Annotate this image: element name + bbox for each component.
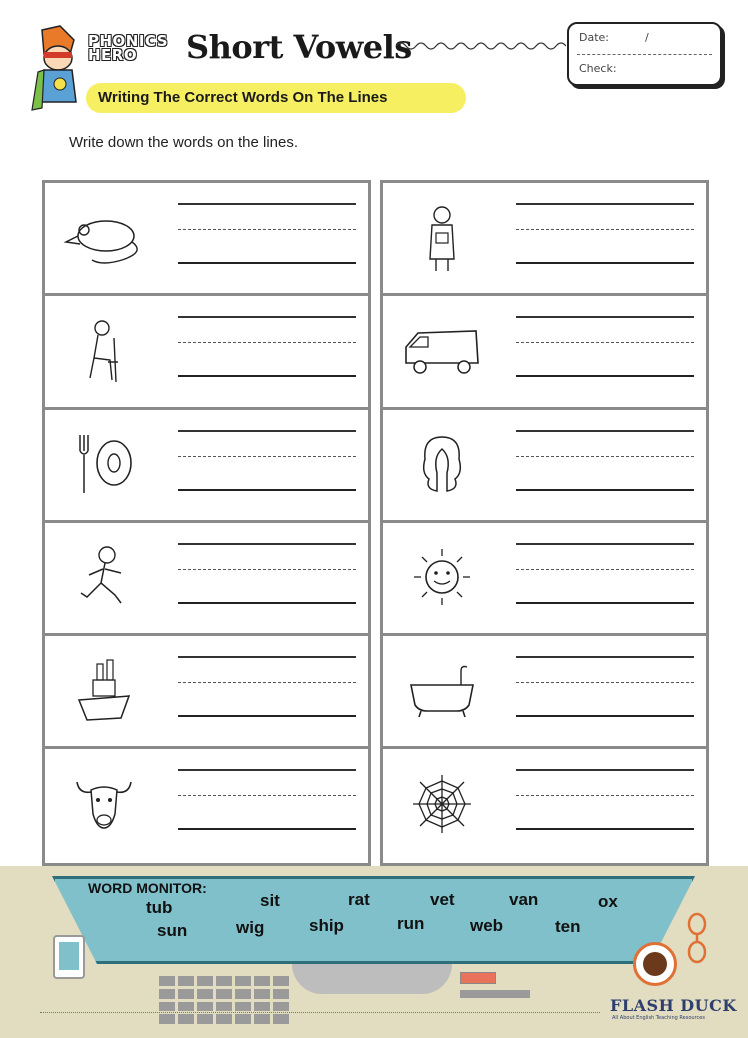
worksheet-row — [383, 636, 706, 749]
wig-icon — [397, 422, 487, 507]
vet-icon — [397, 195, 487, 280]
writing-lines[interactable] — [516, 316, 694, 377]
dotted-divider — [40, 1012, 600, 1013]
ox-icon — [59, 761, 149, 846]
word-bank-item: web — [470, 916, 504, 935]
word-bank-item: van — [509, 890, 539, 909]
writing-lines[interactable] — [516, 769, 694, 830]
writing-lines[interactable] — [178, 656, 356, 717]
word-bank-item: tub — [146, 898, 173, 917]
sit-icon — [59, 308, 149, 393]
glasses-icon — [686, 912, 708, 966]
run-icon — [59, 535, 149, 620]
donut-plate-icon — [59, 422, 149, 507]
word-bank-item: wig — [236, 918, 265, 937]
monitor-stand — [292, 964, 452, 994]
writing-lines[interactable] — [516, 656, 694, 717]
word-monitor-label: WORD MONITOR: — [88, 880, 207, 896]
worksheet-row — [383, 749, 706, 862]
worksheet-row — [45, 410, 368, 523]
flashduck-logo: FLASH DUCK — [610, 996, 737, 1015]
worksheet-row — [45, 183, 368, 296]
word-bank-item: rat — [348, 890, 370, 909]
date-label: Date: — [579, 31, 609, 44]
writing-lines[interactable] — [516, 430, 694, 491]
writing-lines[interactable] — [516, 203, 694, 264]
ship-icon — [59, 648, 149, 733]
date-check-box — [567, 22, 722, 86]
instruction-text: Write down the words on the lines. — [69, 134, 299, 151]
word-bank-item: ox — [598, 892, 618, 911]
worksheet-row — [383, 183, 706, 296]
keyboard-icon — [157, 974, 291, 1026]
writing-lines[interactable] — [178, 769, 356, 830]
phonics-hero-mascot-icon — [30, 24, 86, 114]
phonics-hero-logo: PHONICS HERO — [88, 32, 169, 64]
page-title: Short Vowels — [186, 28, 412, 66]
writing-lines[interactable] — [178, 203, 356, 264]
van-icon — [397, 308, 487, 393]
worksheet-row — [45, 749, 368, 862]
web-icon — [397, 761, 487, 846]
worksheet-column-left — [42, 180, 371, 866]
worksheet-column-right — [380, 180, 709, 866]
check-label: Check: — [579, 62, 617, 75]
worksheet-row — [383, 296, 706, 409]
writing-lines[interactable] — [178, 430, 356, 491]
rat-icon — [59, 195, 149, 280]
word-bank-item: ship — [309, 916, 344, 935]
tablet-icon — [53, 935, 85, 979]
writing-lines[interactable] — [178, 543, 356, 604]
word-bank-item: run — [397, 914, 425, 933]
worksheet-row — [45, 523, 368, 636]
worksheet-row — [45, 636, 368, 749]
writing-lines[interactable] — [516, 543, 694, 604]
worksheet-row — [383, 523, 706, 636]
word-bank-item: sit — [260, 891, 280, 910]
worksheet-row — [383, 410, 706, 523]
date-separator: / — [645, 31, 649, 44]
word-bank-item: ten — [555, 917, 581, 936]
squiggle-divider — [396, 40, 566, 52]
coffee-cup-icon — [633, 942, 677, 986]
date-divider — [577, 54, 712, 55]
eraser-icon — [460, 972, 496, 984]
subtitle-banner — [86, 83, 466, 113]
writing-lines[interactable] — [178, 316, 356, 377]
sun-icon — [397, 535, 487, 620]
word-bank-item: sun — [157, 921, 188, 940]
subtitle-banner-text: Writing The Correct Words On The Lines — [98, 89, 388, 106]
worksheet-row — [45, 296, 368, 409]
flashduck-tagline: All About English Teaching Resources — [612, 1015, 705, 1021]
tub-icon — [397, 648, 487, 733]
word-bank-item: vet — [430, 890, 455, 909]
pencil-icon — [460, 990, 530, 998]
